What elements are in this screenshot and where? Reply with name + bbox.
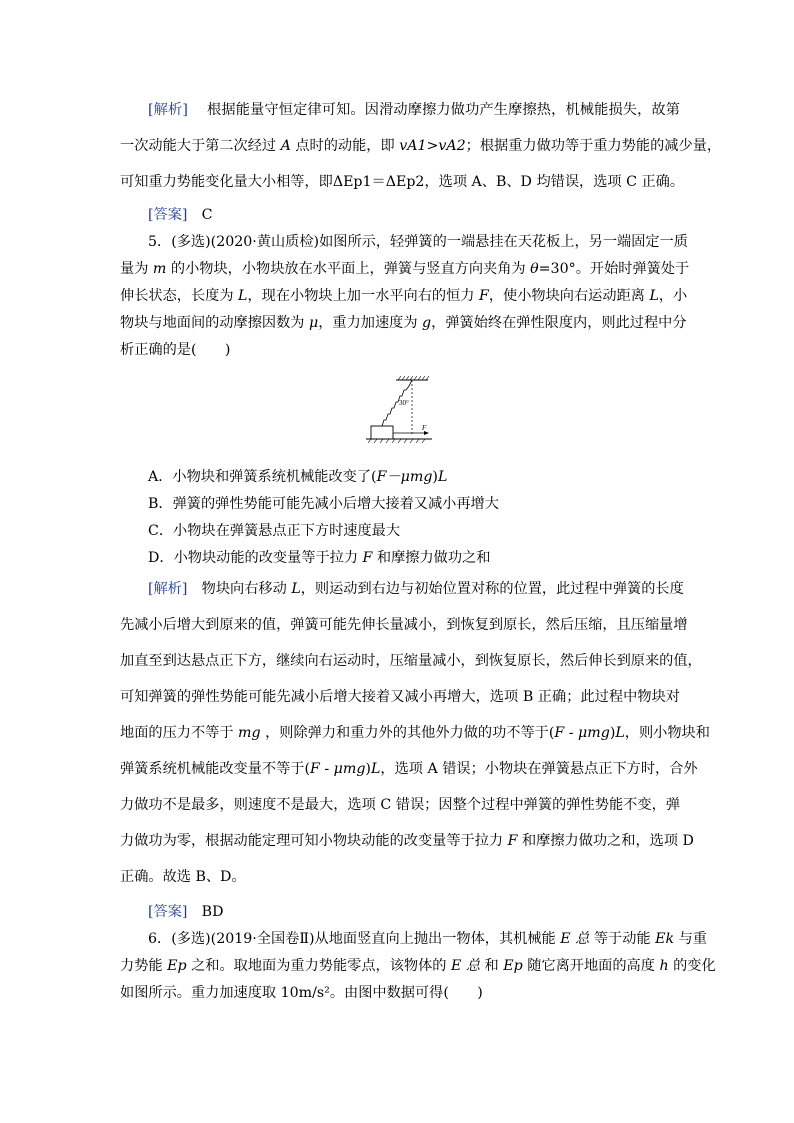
q6-line2: 力势能 Ep 之和。取地面为重力势能零点，该物体的 E 总 和 Ep 随它离开地面的高度 h 的变化	[120, 958, 716, 974]
spring-block-figure	[366, 376, 432, 454]
q6-line1: 6．(多选)(2019·全国卷Ⅱ)从地面竖直向上抛出一物体，其机械能 E 总 等于动能 Ek 与重	[148, 931, 707, 947]
q5-line1: 5．(多选)(2020·黄山质检)如图所示，轻弹簧的一端悬挂在天花板上，另一端固定一质	[148, 234, 688, 250]
answer-value: C	[201, 207, 213, 223]
analysis1-line3: 可知重力势能变化量大小相等，即ΔEp1＝ΔEp2，选项 A、B、D 均错误，选项 C 正确。	[120, 174, 685, 190]
answer-value: BD	[201, 904, 224, 920]
analysis2-line3: 加直至到达悬点正下方，继续向右运动时，压缩量减小，到恢复原长，然后伸长到原来的值，	[120, 653, 702, 669]
answer2	[148, 903, 708, 921]
q5-line4: 物块与地面间的动摩擦因数为 μ，重力加速度为 g，弹簧始终在弹性限度内，则此过程中分	[120, 315, 687, 331]
delta-ep-equation: ΔEp1＝ΔEp2	[332, 174, 425, 190]
block	[371, 426, 393, 439]
analysis2-line8: 力做功为零，根据动能定理可知小物块动能的改变量等于拉力 F 和摩擦力做功之和，选项 D	[120, 833, 694, 849]
analysis2-line4: 可知弹簧的弹性势能可能先减小后增大接着又减小再增大，选项 B 正确；此过程中物块对	[120, 689, 680, 705]
angle-label: 30°	[399, 399, 409, 407]
option-c: C．小物块在弹簧悬点正下方时速度最大	[148, 523, 401, 539]
analysis-label: [解析]	[148, 102, 188, 118]
answer-label: [答案]	[148, 207, 188, 223]
analysis1-line2: 一次动能大于第二次经过 A 点时的动能，即 vA1>vA2；根据重力做功等于重力势能的减少量，	[120, 138, 722, 154]
analysis2-line6: 弹簧系统机械能改变量不等于(F - μmg)L，选项 A 错误；小物块在弹簧悬点正下方时，合外	[120, 761, 698, 777]
analysis2-line2: 先减小后增大到原来的值，弹簧可能先伸长量减小，到恢复到原长，然后压缩，且压缩量增	[120, 617, 688, 633]
q5-line2: 量为 m 的小物块，小物块放在水平面上，弹簧与竖直方向夹角为 θ=30°。开始时弹簧处于	[120, 261, 690, 277]
option-d: D．小物块动能的改变量等于拉力 F 和摩擦力做功之和	[148, 550, 491, 566]
ground-hatch	[368, 439, 425, 443]
analysis2-line9: 正确。故选 B、D。	[120, 869, 246, 885]
analysis2-line5: 地面的压力不等于 mg ，则除弹力和重力外的其他外力做的功不等于(F - μmg)L，则小物块和	[120, 725, 710, 741]
analysis-label: [解析]	[148, 581, 188, 597]
analysis2-line1: [解析] 物块向右移动 L，则运动到右边与初始位置对称的位置，此过程中弹簧的长度	[148, 581, 684, 597]
force-label: F	[422, 424, 427, 432]
answer-label: [答案]	[148, 904, 188, 920]
q5-line3: 伸长状态，长度为 L，现在小物块上加一水平向右的恒力 F，使小物块向右运动距离 L，小	[120, 288, 688, 304]
v-inequality: vA1>vA2	[399, 138, 466, 154]
q6-line3: 如图所示。重力加速度取 10m/s²。由图中数据可得( )	[120, 985, 483, 1001]
q5-line5: 析正确的是( )	[120, 342, 231, 358]
option-b: B．弹簧的弹性势能可能先减小后增大接着又减小再增大	[148, 496, 499, 512]
ceiling-hatch	[398, 376, 429, 380]
analysis2-line7: 力做功不是最多，则速度不是最大，选项 C 错误；因整个过程中弹簧的弹性势能不变，弹	[120, 797, 680, 813]
analysis1-line1: [解析] 根据能量守恒定律可知。因滑动摩擦力做功产生摩擦热，机械能损失，故第	[148, 102, 680, 118]
option-a: A．小物块和弹簧系统机械能改变了(F－μmg)L	[148, 469, 448, 485]
answer1	[148, 206, 708, 224]
